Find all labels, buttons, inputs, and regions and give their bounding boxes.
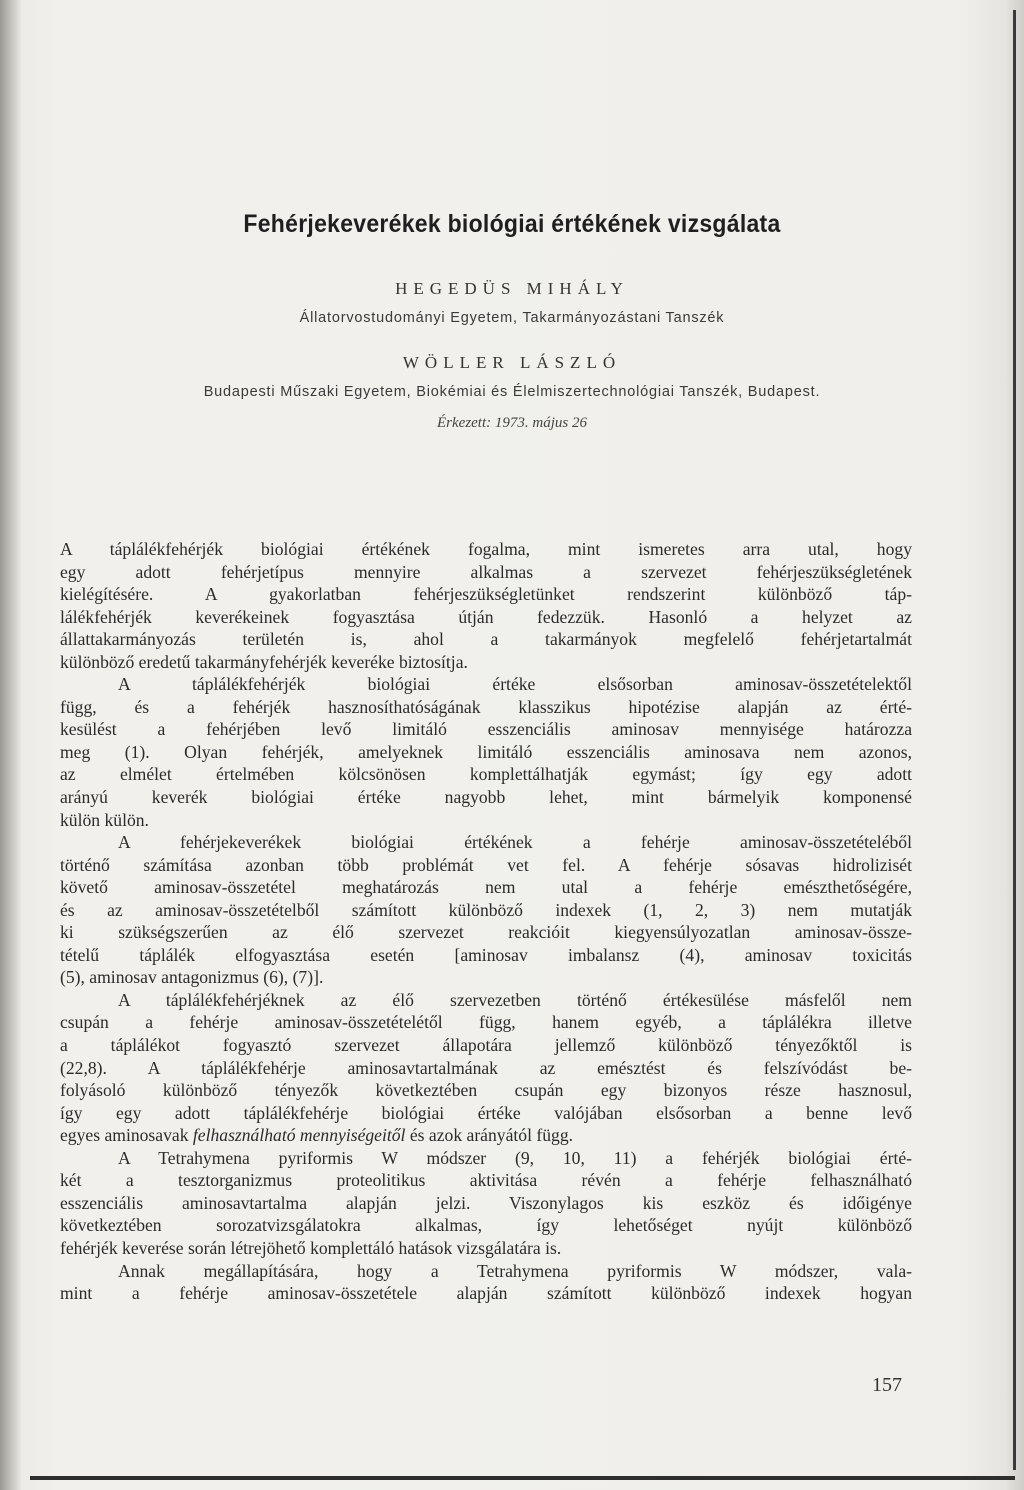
body-line: egy adott fehérjetípus mennyire alkalmas a szervezet fehérjeszükségletének <box>60 561 912 582</box>
body-line: fehérjék keverése során létrejöhető komplettáló hatások vizsgálatára is. <box>60 1237 562 1258</box>
body-line: lálékfehérjék keverékeinek fogyasztása útján fedezzük. Hasonló a helyzet az <box>60 606 912 627</box>
author-2: WÖLLER LÁSZLÓ <box>402 353 622 372</box>
body-line: A táplálékfehérjéknek az élő szervezetben történő értékesülése másfelől nem <box>118 989 912 1010</box>
body-line: történő számítása azonban több problémát vet fel. A fehérje sósavas hidrolizisét <box>60 854 912 875</box>
body-line: (5), aminosav antagonizmus (6), (7)]. <box>60 967 324 988</box>
body-line: következtében sorozatvizsgálatokra alkalmas, így lehetőséget nyújt különböző <box>60 1215 912 1236</box>
body-line: a táplálékot fogyasztó szervezet állapotára jellemző különböző tényezőktől is <box>60 1035 912 1056</box>
affiliation-1: Állatorvostudományi Egyetem, Takarmányozástani Tanszék <box>299 310 725 326</box>
author-1: HEGEDÜS MIHÁLY <box>395 279 629 298</box>
body-line: ki szükségszerűen az élő szervezet reakcióit kiegyensúlyozatlan aminosav-össze- <box>60 922 912 943</box>
body-line: A Tetrahymena pyriformis W módszer (9, 10, 11) a fehérjék biológiai érté- <box>118 1147 912 1168</box>
body-line: különböző eredetű takarmányfehérjék keveréke biztosítja. <box>60 651 468 672</box>
body-line: kielégítésére. A gyakorlatban fehérjeszükségletünket rendszerint különböző táp- <box>60 584 912 605</box>
body-line: csupán a fehérje aminosav-összetételétől függ, hanem egyéb, a táplálékra illetve <box>60 1012 912 1033</box>
article-title: Fehérjekeverékek biológiai értékének vizsgálata <box>243 210 781 238</box>
body-line: állattakarmányozás területén is, ahol a takarmányok megfelelő fehérjetartalmát <box>60 629 912 650</box>
body-line: esszenciális aminosavtartalma alapján jelzi. Viszonylagos kis eszköz és időigénye <box>60 1192 912 1213</box>
body-line: A táplálékfehérjék biológiai értéke elsősorban aminosav-összetételektől <box>118 674 912 695</box>
body-line: (22,8). A táplálékfehérje aminosavtartalmának az emésztést és felszívódást be- <box>60 1057 912 1078</box>
affiliation-2: Budapesti Műszaki Egyetem, Biokémiai és Élelmiszertechnológiai Tanszék, Budapest. <box>203 384 821 400</box>
body-line: egyes aminosavak felhasználható mennyiségeitől és azok arányától függ. <box>60 1125 574 1146</box>
body-line: arányú keverék biológiai értéke nagyobb lehet, mint bármelyik komponensé <box>60 787 912 808</box>
article-body <box>60 538 912 1305</box>
body-line: tételű táplálék elfogyasztása esetén [aminosav imbalansz (4), aminosav toxicitás <box>60 944 912 965</box>
body-line: két a tesztorganizmus proteolitikus aktivitása révén a fehérje felhasználható <box>60 1170 912 1191</box>
body-line: folyásoló különböző tényezők következtében csupán egy bizonyos része hasznosul, <box>60 1080 912 1101</box>
body-line: követő aminosav-összetétel meghatározás nem utal a fehérje emészthetőségére, <box>60 877 912 898</box>
body-line: mint a fehérje aminosav-összetétele alapján számított különböző indexek hogyan <box>60 1283 912 1304</box>
body-line: meg (1). Olyan fehérjék, amelyeknek limitáló esszenciális aminosava nem azonos, <box>60 741 912 762</box>
body-line: kesülést a fehérjében levő limitáló esszenciális aminosav mennyisége határozza <box>60 719 912 740</box>
book-spine-shadow <box>0 0 22 1490</box>
page-bottom-edge <box>30 1476 1015 1480</box>
body-line: így egy adott táplálékfehérje biológiai értéke valójában elsősorban a benne levő <box>60 1102 912 1123</box>
body-line: A táplálékfehérjék biológiai értékének fogalma, mint ismeretes arra utal, hogy <box>60 539 912 559</box>
body-line: Annak megállapítására, hogy a Tetrahymena pyriformis W módszer, vala- <box>118 1260 912 1281</box>
body-line: függ, és a fehérjék hasznosíthatóságának klasszikus hipotézise alapján az érté- <box>60 696 912 717</box>
body-line: A fehérjekeverékek biológiai értékének a fehérje aminosav-összetételéből <box>118 832 912 853</box>
body-line: az elmélet értelmében kölcsönösen komplettálhatják egymást; így egy adott <box>60 764 912 785</box>
body-line: külön külön. <box>60 809 149 830</box>
emphasized-phrase: felhasználható mennyiségeitől <box>192 1125 406 1146</box>
received-date: Érkezett: 1973. május 26 <box>437 415 587 431</box>
page-right-edge <box>1013 10 1016 1470</box>
body-line: és az aminosav-összetételből számított különböző indexek (1, 2, 3) nem mutatják <box>60 899 912 920</box>
page-number: 157 <box>872 1374 902 1396</box>
